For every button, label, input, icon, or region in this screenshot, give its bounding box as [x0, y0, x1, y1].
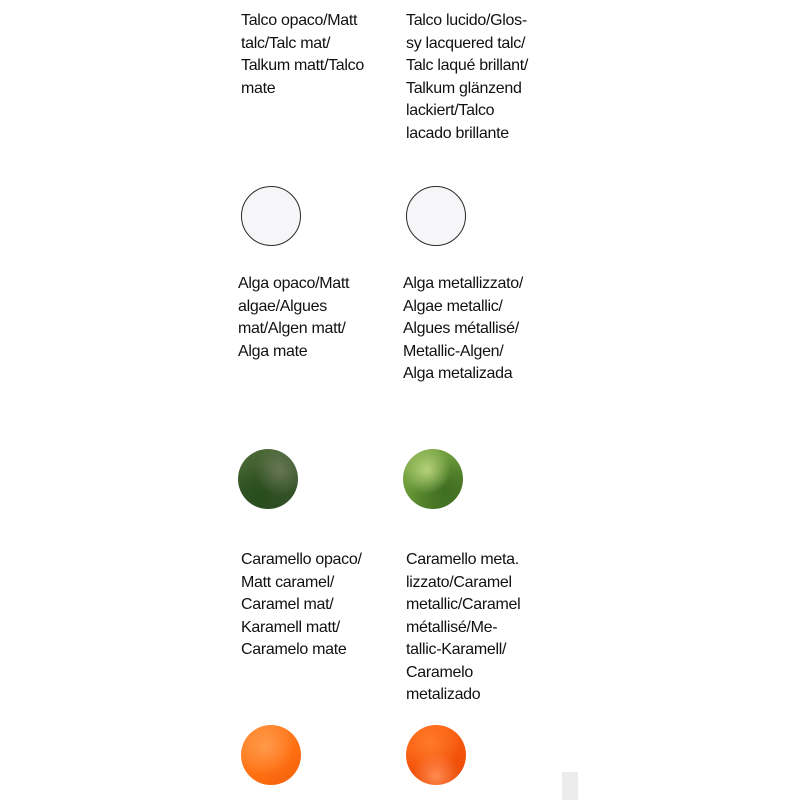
swatch-talc-glossy	[406, 186, 466, 246]
swatch-algae-matt	[238, 449, 298, 509]
swatch-label-caramel-metallic: Caramello meta. lizzato/Caramel metallic/Caramel métallisé/Me- tallic-Karamell/ Caramelo metalizado	[406, 551, 521, 703]
swatch-label-algae-matt: Alga opaco/Matt algae/Algues mat/Algen matt/ Alga mate	[238, 275, 350, 360]
swatch-label-talc-matt: Talco opaco/Matt talc/Talc mat/ Talkum matt/Talco mate	[241, 12, 364, 97]
swatch-talc-matt	[241, 186, 301, 246]
swatch-label-caramel-matt: Caramello opaco/ Matt caramel/ Caramel mat/ Karamell matt/ Caramelo mate	[241, 551, 362, 658]
swatch-caramel-matt	[241, 725, 301, 785]
swatch-label-algae-metallic: Alga metallizzato/ Algae metallic/ Algues métallisé/ Metallic-Algen/ Alga metalizada	[403, 275, 523, 382]
swatch-label-talc-glossy: Talco lucido/Glos- sy lacquered talc/ Talc laqué brillant/ Talkum glänzend lackiert/Talco lacado brillante	[406, 12, 529, 142]
page-edge-mark	[562, 772, 578, 800]
swatch-algae-metallic	[403, 449, 463, 509]
swatch-caramel-metallic	[406, 725, 466, 785]
